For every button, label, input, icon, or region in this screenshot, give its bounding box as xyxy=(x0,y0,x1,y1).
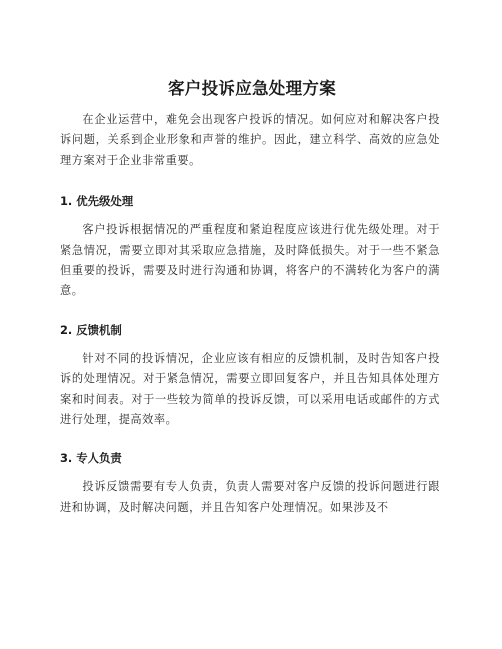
section-body-priority: 客户投诉根据情况的严重程度和紧迫程度应该进行优先级处理。对于紧急情况，需要立即对其采取应急措施，及时降低损失。对于一些不紧急但重要的投诉，需要及时进行沟通和协调，将客户的不满转化为客户的满意。 xyxy=(60,223,440,298)
document-title: 客户投诉应急处理方案 xyxy=(168,79,336,98)
section-body-owner: 投诉反馈需要有专人负责，负责人需要对客户反馈的投诉问题进行跟进和协调，及时解决问题，并且告知客户处理情况。如果涉及不 xyxy=(60,480,440,514)
section-body-feedback: 针对不同的投诉情况，企业应该有相应的反馈机制，及时告知客户投诉的处理情况。对于紧急情况，需要立即回复客户，并且告知具体处理方案和时间表。对于一些较为简单的投诉反馈，可以采用电话或邮件的方式进行处理，提高效率。 xyxy=(60,351,440,427)
intro-paragraph: 在企业运营中，难免会出现客户投诉的情况。如何应对和解决客户投诉问题，关系到企业形象和声誉的维护。因此，建立科学、高效的应急处理方案对于企业非常重要。 xyxy=(60,113,440,167)
section-heading-priority: 1. 优先级处理 xyxy=(60,194,134,209)
section-heading-owner: 3. 专人负责 xyxy=(60,451,122,466)
section-heading-feedback: 2. 反馈机制 xyxy=(60,322,122,337)
